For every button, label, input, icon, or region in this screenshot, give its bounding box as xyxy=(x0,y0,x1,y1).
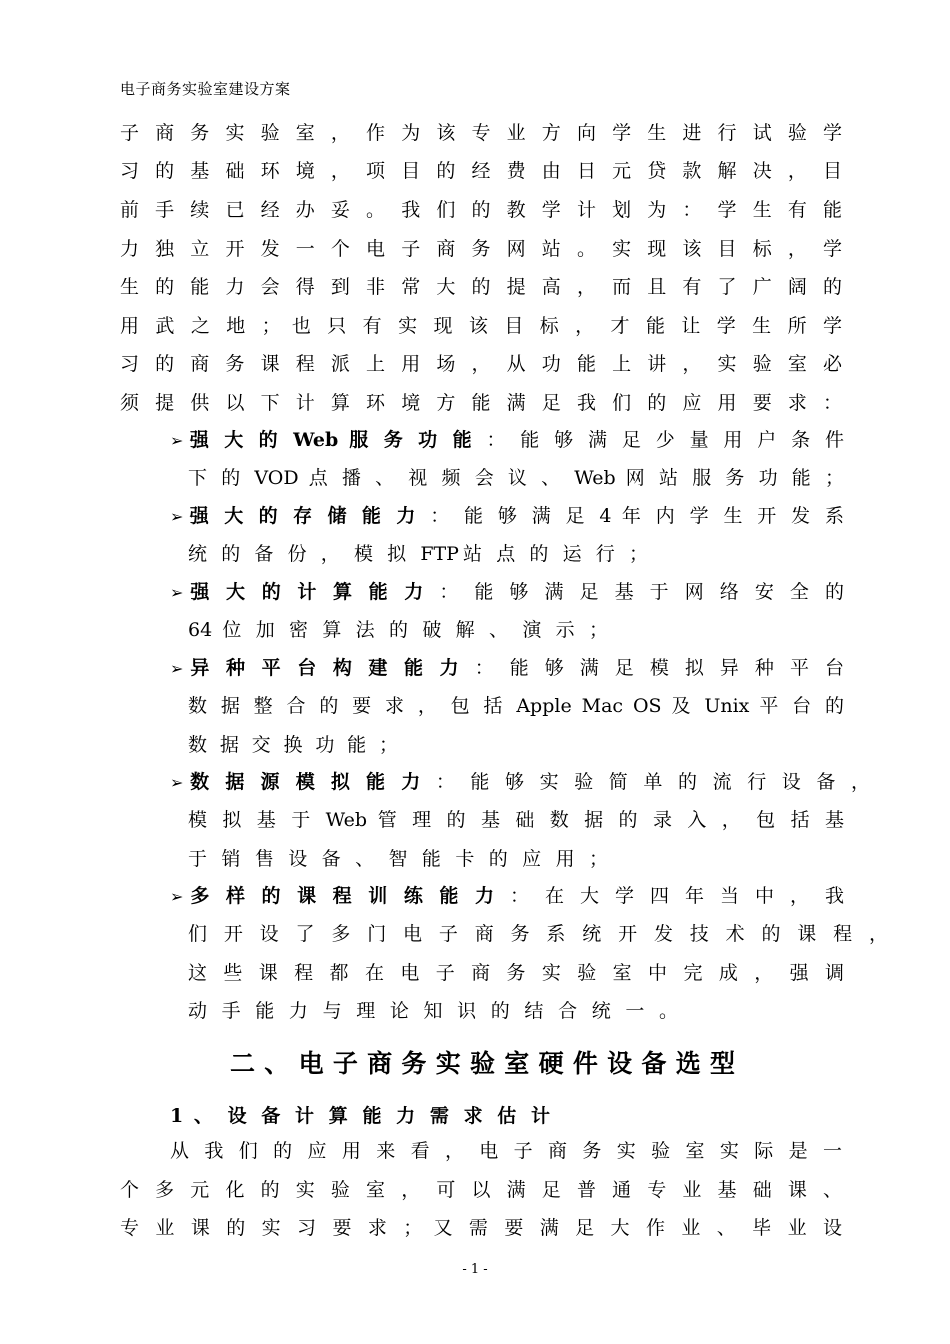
bullet-continuation: 64 位 加 密 算 法 的 破 解 、 演 示 ； xyxy=(188,619,608,641)
bullet-continuation: 模 拟 基 于 Web 管 理 的 基 础 数 据 的 录 入 ， 包 括 基 xyxy=(188,809,844,831)
body-line: 习 的 商 务 课 程 派 上 用 场 ， 从 功 能 上 讲 ， 实 验 室 必 xyxy=(120,353,842,375)
subsection-heading: 1 、 设 备 计 算 能 力 需 求 估 计 xyxy=(170,1105,550,1127)
body-line: 从 我 们 的 应 用 来 看 ， 电 子 商 务 实 验 室 实 际 是 一 xyxy=(170,1140,842,1162)
body-line: 前 手 续 已 经 办 妥 。 我 们 的 教 学 计 划 为 ： 学 生 有 能 xyxy=(120,199,842,221)
bullet-heading: 异 种 平 台 构 建 能 力 xyxy=(185,657,464,679)
page-header-title: 电子商务实验室建设方案 xyxy=(120,80,291,98)
body-line: 习 的 基 础 环 境 ， 项 目 的 经 费 由 日 元 贷 款 解 决 ， 目 xyxy=(120,160,842,182)
arrow-bullet-icon: ➢ xyxy=(170,887,184,906)
bullet-item xyxy=(170,579,844,605)
bullet-continuation: 动 手 能 力 与 理 论 知 识 的 结 合 统 一 。 xyxy=(188,1000,678,1022)
arrow-bullet-icon: ➢ xyxy=(170,431,184,450)
bullet-heading: 强 大 的 Web 服 务 功 能 xyxy=(185,429,476,451)
bullet-text: ： 能 够 实 验 简 单 的 流 行 设 备 ， xyxy=(435,771,870,793)
bullet-item xyxy=(170,655,844,681)
bullet-heading: 多 样 的 课 程 训 练 能 力 xyxy=(185,885,499,907)
bullet-item xyxy=(170,427,844,453)
body-line: 专 业 课 的 实 习 要 求 ； 又 需 要 满 足 大 作 业 、 毕 业 设 xyxy=(120,1217,842,1239)
bullet-heading: 强 大 的 存 储 能 力 xyxy=(185,505,420,527)
body-line: 个 多 元 化 的 实 验 室 ， 可 以 满 足 普 通 专 业 基 础 课 、 xyxy=(120,1179,842,1201)
bullet-item xyxy=(170,883,844,909)
bullet-text: ： 能 够 满 足 基 于 网 络 安 全 的 xyxy=(439,581,844,603)
bullet-continuation: 统 的 备 份 ， 模 拟 FTP站 点 的 运 行 ； xyxy=(188,543,648,565)
bullet-continuation: 下 的 VOD 点 播 、 视 频 会 议 、 Web 网 站 服 务 功 能 ； xyxy=(188,467,844,489)
page-number: - 1 - xyxy=(462,1262,488,1277)
bullet-text: ： 能 够 满 足 少 量 用 户 条 件 xyxy=(486,429,845,451)
body-line: 须 提 供 以 下 计 算 环 境 方 能 满 足 我 们 的 应 用 要 求 ： xyxy=(120,392,842,414)
bullet-continuation: 数 据 交 换 功 能 ； xyxy=(188,734,398,756)
body-line: 生 的 能 力 会 得 到 非 常 大 的 提 高 ， 而 且 有 了 广 阔 的 xyxy=(120,276,842,298)
arrow-bullet-icon: ➢ xyxy=(170,659,184,678)
bullet-item xyxy=(170,503,844,529)
section-heading: 二 、 电 子 商 务 实 验 室 硬 件 设 备 选 型 xyxy=(230,1049,735,1078)
body-line: 用 武 之 地 ； 也 只 有 实 现 该 目 标 ， 才 能 让 学 生 所 学 xyxy=(120,315,842,337)
bullet-heading: 数 据 源 模 拟 能 力 xyxy=(185,771,425,793)
bullet-continuation: 们 开 设 了 多 门 电 子 商 务 系 统 开 发 技 术 的 课 程 ， xyxy=(188,923,888,945)
arrow-bullet-icon: ➢ xyxy=(170,773,184,792)
bullet-item xyxy=(170,769,870,795)
body-line: 力 独 立 开 发 一 个 电 子 商 务 网 站 。 实 现 该 目 标 ， 学 xyxy=(120,238,842,260)
arrow-bullet-icon: ➢ xyxy=(170,583,184,602)
bullet-heading: 强 大 的 计 算 能 力 xyxy=(185,581,429,603)
body-line: 子 商 务 实 验 室 ， 作 为 该 专 业 方 向 学 生 进 行 试 验 学 xyxy=(120,122,842,144)
bullet-text: ： 在 大 学 四 年 当 中 ， 我 xyxy=(510,885,844,907)
bullet-continuation: 数 据 整 合 的 要 求 ， 包 括 Apple Mac OS 及 Unix 平 台 的 xyxy=(188,695,844,717)
bullet-continuation: 这 些 课 程 都 在 电 子 商 务 实 验 室 中 完 成 ， 强 调 xyxy=(188,962,844,984)
bullet-text: ： 能 够 满 足 4 年 内 学 生 开 发 系 xyxy=(430,505,844,527)
bullet-continuation: 于 销 售 设 备 、 智 能 卡 的 应 用 ； xyxy=(188,848,608,870)
bullet-text: ： 能 够 满 足 模 拟 异 种 平 台 xyxy=(474,657,844,679)
arrow-bullet-icon: ➢ xyxy=(170,507,184,526)
